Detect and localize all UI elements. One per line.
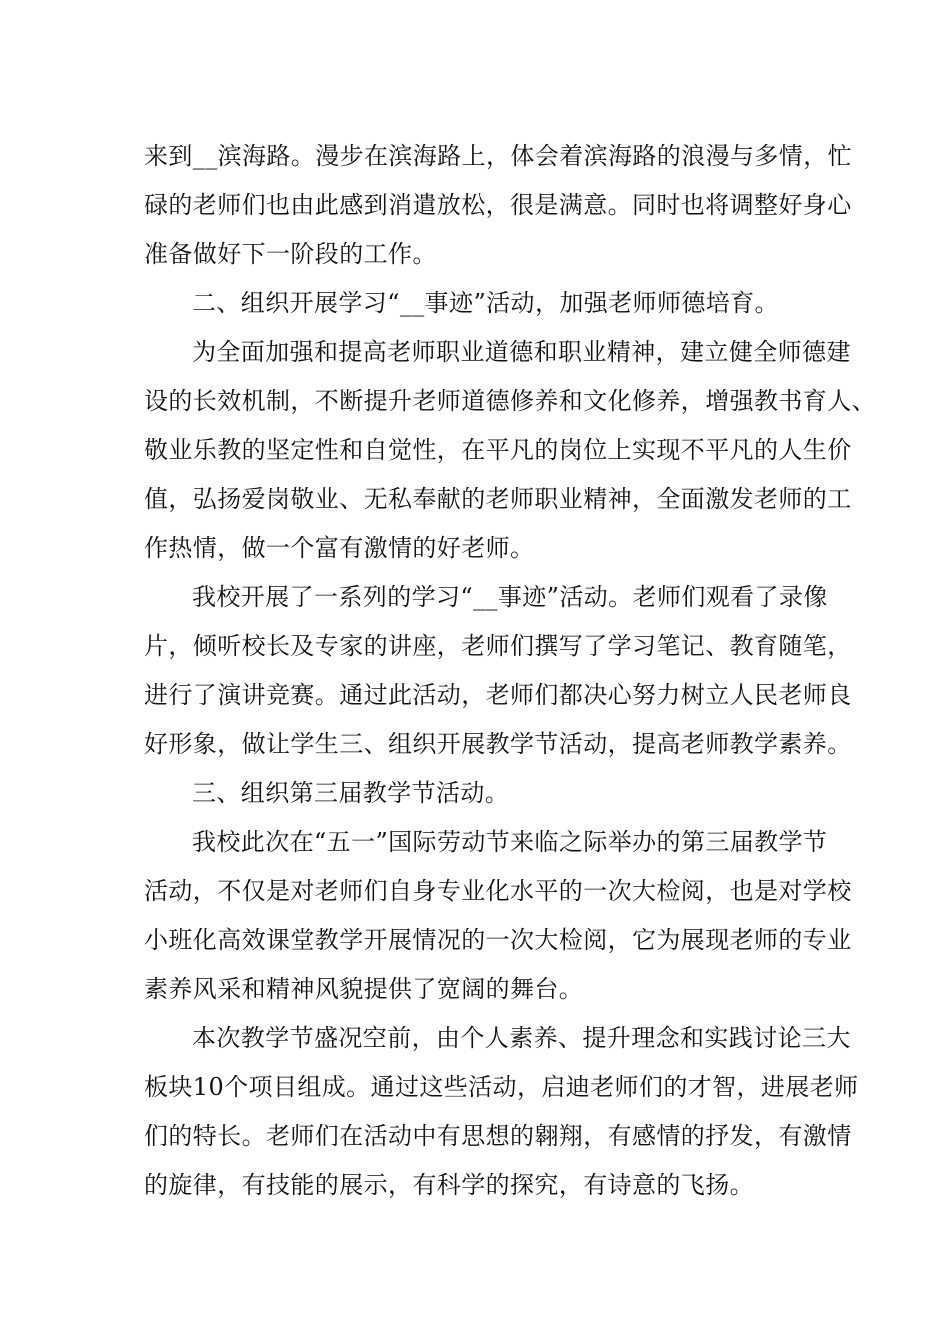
paragraph-7 <box>144 1014 859 1210</box>
section-heading-2 <box>144 279 810 328</box>
paragraph-line: 作热情，做一个富有激情的好老师。 <box>144 534 535 562</box>
paragraph-line: 素养风采和精神风貌提供了宽阔的舞台。 <box>144 975 584 1003</box>
heading-line: 三、组织第三届教学节活动。 <box>192 779 510 807</box>
paragraph-line: 为全面加强和提高老师职业道德和职业精神，建立健全师德建 <box>192 338 851 366</box>
paragraph-line: 们的特长。老师们在活动中有思想的翱翔，有感情的抒发，有激情 <box>144 1122 852 1150</box>
heading-line: 二、组织开展学习“__事迹”活动，加强老师师德培育。 <box>192 289 779 317</box>
paragraph-line: 敬业乐教的坚定性和自觉性，在平凡的岗位上实现不平凡的人生价 <box>144 436 852 464</box>
paragraph-line: 进行了演讲竞赛。通过此活动，老师们都决心努力树立人民老师良 <box>144 681 852 709</box>
paragraph-line: 我校开展了一系列的学习“__事迹”活动。老师们观看了录像 <box>192 583 828 611</box>
paragraph-line: 片，倾听校长及专家的讲座，老师们撰写了学习笔记、教育随笔， <box>144 632 852 660</box>
paragraph-line: 碌的老师们也由此感到消遣放松，很是满意。同时也将调整好身心 <box>144 191 852 219</box>
paragraph-line: 好形象，做让学生三、组织开展教学节活动，提高老师教学素养。 <box>144 730 852 758</box>
paragraph-line: 值，弘扬爱岗敬业、无私奉献的老师职业精神，全面激发老师的工 <box>144 485 852 513</box>
paragraph-line: 的旋律，有技能的展示，有科学的探究，有诗意的飞扬。 <box>144 1171 754 1199</box>
paragraph-line: 小班化高效课堂教学开展情况的一次大检阅，它为展现老师的专业 <box>144 926 852 954</box>
document-body <box>144 132 876 1210</box>
paragraph-line: 来到__滨海路。漫步在滨海路上，体会着滨海路的浪漫与多情，忙 <box>144 142 852 170</box>
section-heading-3 <box>144 769 810 818</box>
paragraph-line: 准备做好下一阶段的工作。 <box>144 240 437 268</box>
paragraph-line: 我校此次在“五一”国际劳动节来临之际举办的第三届教学节 <box>192 828 828 856</box>
paragraph-line: 设的长效机制，不断提升老师道德修养和文化修养，增强教书育人、 <box>144 387 876 415</box>
paragraph-line: 本次教学节盛况空前，由个人素养、提升理念和实践讨论三大 <box>192 1024 851 1052</box>
paragraph-3 <box>144 328 876 573</box>
paragraph-4 <box>144 573 852 769</box>
paragraph-line: 板块10个项目组成。通过这些活动，启迪老师们的才智，进展老师 <box>144 1073 859 1101</box>
paragraph-1 <box>144 132 852 279</box>
paragraph-6 <box>144 818 852 1014</box>
paragraph-line: 活动，不仅是对老师们自身专业化水平的一次大检阅，也是对学校 <box>144 877 852 905</box>
